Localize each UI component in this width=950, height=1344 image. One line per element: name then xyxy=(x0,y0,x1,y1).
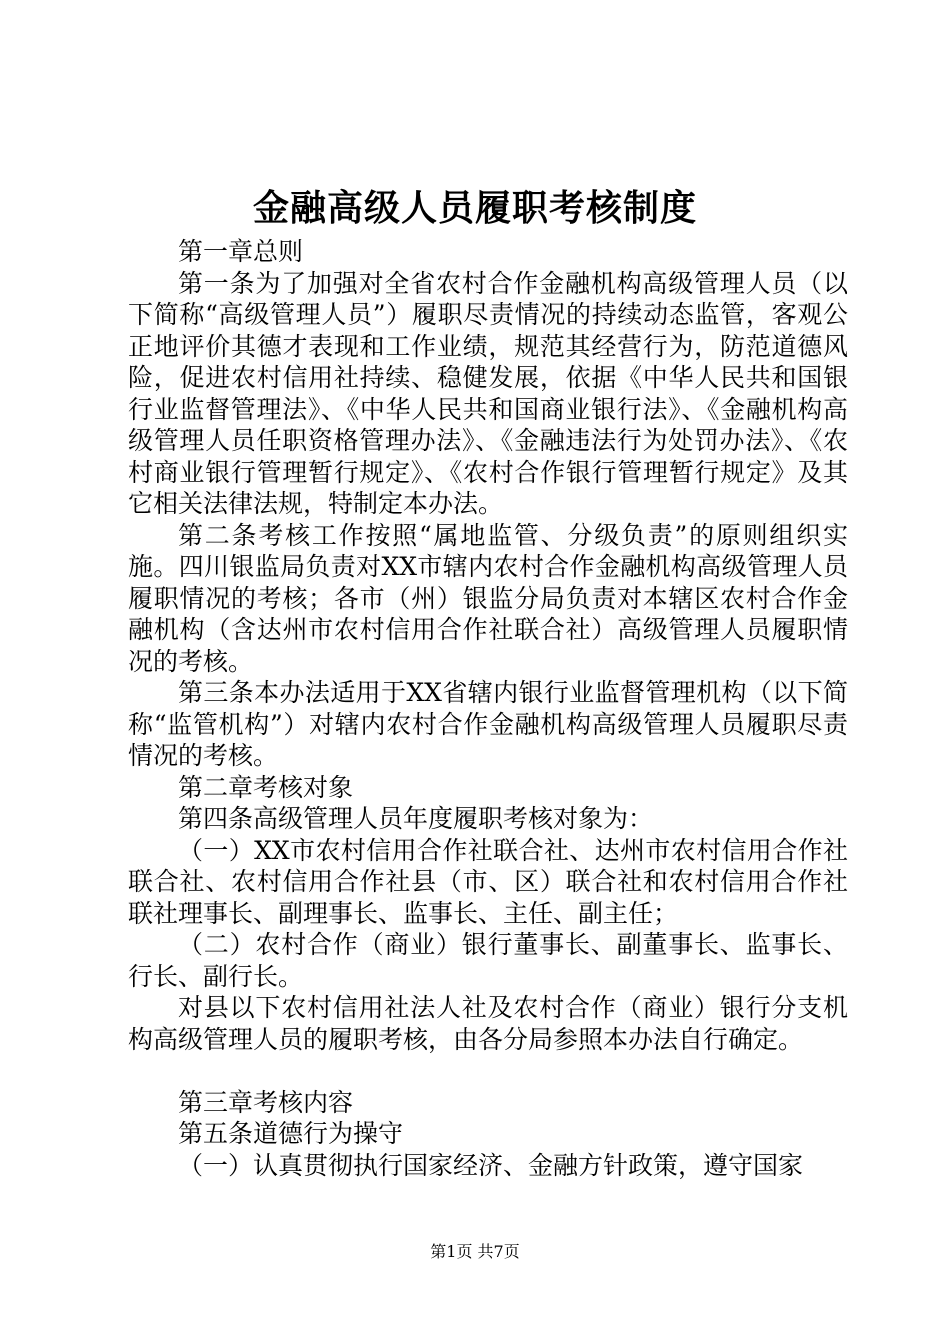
chapter-2-heading: 第二章考核对象 xyxy=(178,772,354,802)
article-3: 第三条本办法适用于XX省辖内银行业监督管理机构（以下简称“监管机构”）对辖内农村合作金融机构高级管理人员履职尽责情况的考核。 xyxy=(128,678,848,770)
chapter-1-heading: 第一章总则 xyxy=(178,237,304,266)
page-number: 第1页 共7页 xyxy=(430,1242,520,1261)
article-4-note: 对县以下农村信用社法人社及农村合作（商业）银行分支机构高级管理人员的履职考核，由各分局参照本办法自行确定。 xyxy=(128,993,848,1054)
article-1: 第一条为了加强对全省农村合作金融机构高级管理人员（以下简称“高级管理人员”）履职尽责情况的持续动态监管，客观公正地评价其德才表现和工作业绩，规范其经营行为，防范道德风险，促进农村信用社持续、稳健发展，依据《中华人民共和国银行业监督管理法》、《中华人民共和国商业银行法》、《金融机构高级管理人员任职资格管理办法》、《金融违法行为处罚办法》、《农村商业银行管理暂行规定》、《农村合作银行管理暂行规定》及其它相关法律法规，特制定本办法。 xyxy=(128,268,848,518)
article-4: 第四条高级管理人员年度履职考核对象为： xyxy=(178,804,654,833)
paragraph-spacer xyxy=(128,1055,848,1087)
article-4-item-1: （一）XX市农村信用合作社联合社、达州市农村信用合作社联合社、农村信用合作社县（市、区）联合社和农村信用合作社联社理事长、副理事长、监事长、主任、副主任； xyxy=(128,835,848,928)
chapter-3-heading: 第三章考核内容 xyxy=(178,1087,354,1117)
article-5: 第五条道德行为操守 xyxy=(178,1119,404,1148)
document-body xyxy=(128,236,848,1181)
article-4-item-2: （二）农村合作（商业）银行董事长、副董事长、监事长、行长、副行长。 xyxy=(128,930,848,991)
article-2: 第二条考核工作按照“属地监管、分级负责”的原则组织实施。四川银监局负责对XX市辖内农村合作金融机构高级管理人员履职情况的考核；各市（州）银监分局负责对本辖区农村合作金融机构（含达州市农村信用合作社联合社）高级管理人员履职情况的考核。 xyxy=(128,520,848,676)
article-5-item-1: （一）认真贯彻执行国家经济、金融方针政策，遵守国家 xyxy=(178,1150,804,1180)
document-title: 金融高级人员履职考核制度 xyxy=(252,187,697,229)
